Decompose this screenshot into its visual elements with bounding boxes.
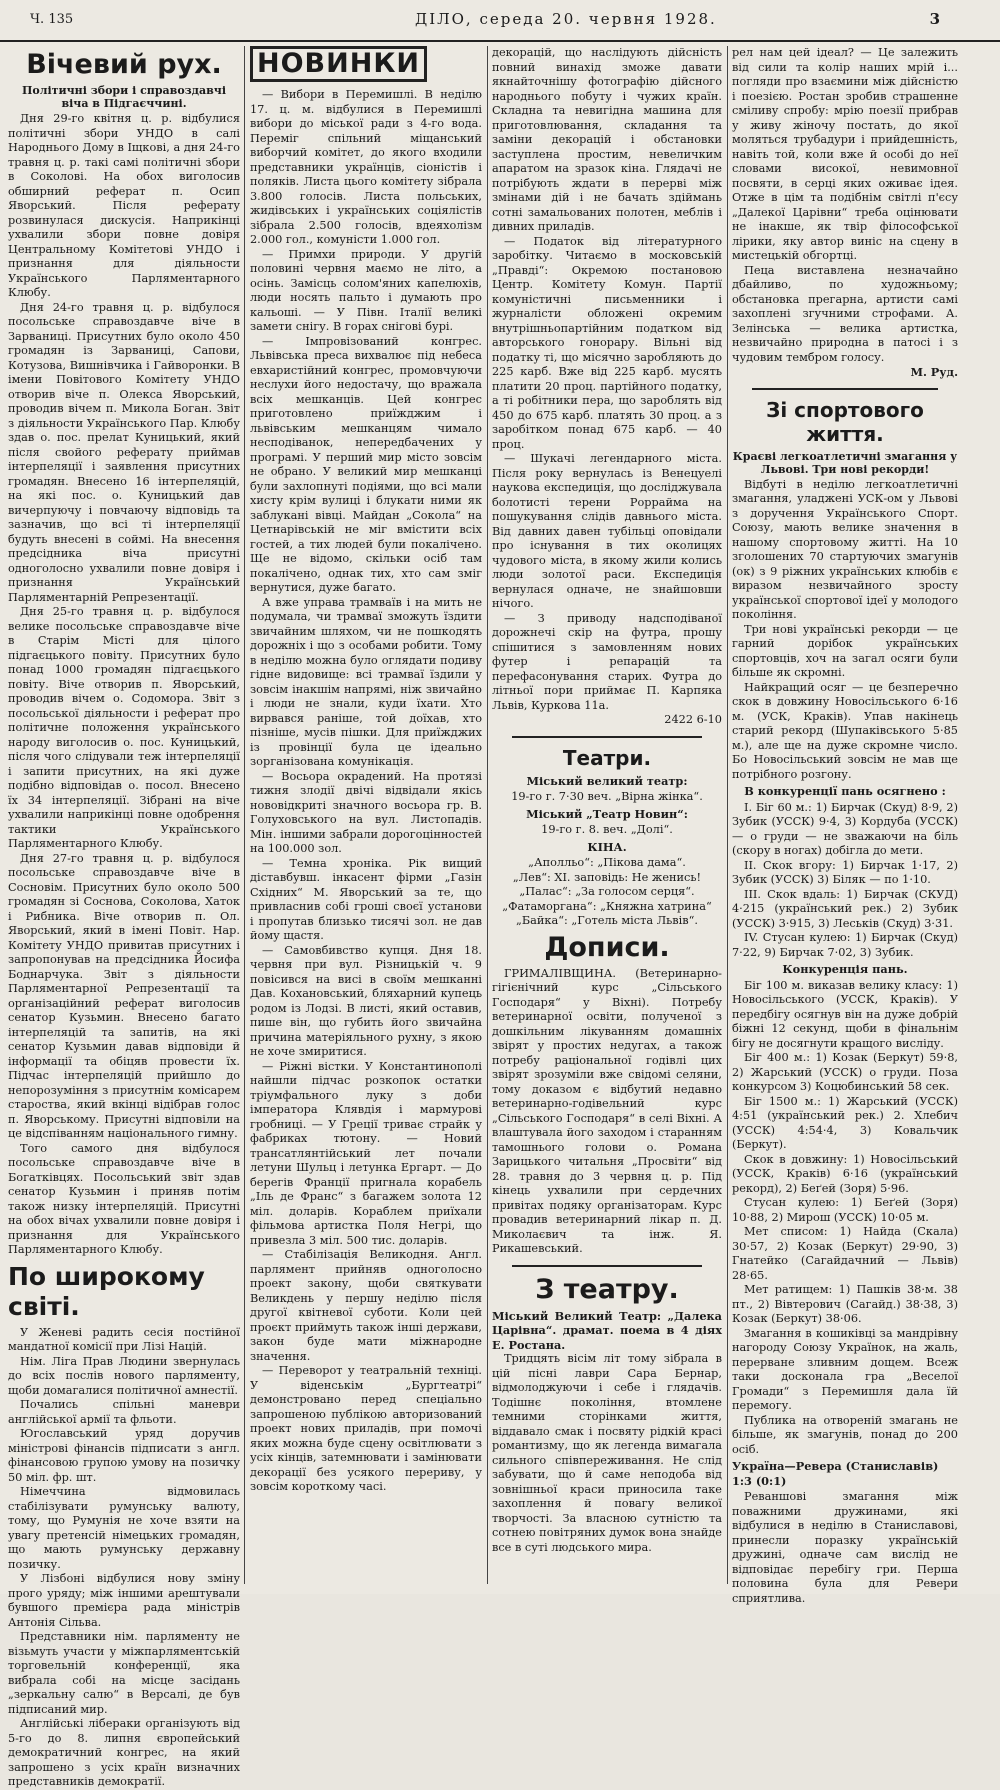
result-line: Мет ратищем: 1) Пашків 38·м. 38 пт., 2) Вівтерович (Сагайд.) 38·38, 3) Козак (Беркут) 38·06. [732,1283,958,1325]
news-item: А вже управа трамваїв і на мить не подумала, чи трамваї зможуть їздити звичайним шляхом, чи не пошкодять дорожніх і що з особами робити. Тому в неділю можна було оглядати подиву гідне видовище: всі трамваї їздили у зовсім інакшім напрямі, ніж звичайно і люди не знали, куди їхати. Хто вирвався раніше, той доїхав, хто пізніше, мусів пішки. Для приїжджих із провінції була це ідеально зорганізована комунікація. [250,595,482,768]
news-item: — Стабілізація Великодня. Англ. парлямент прийняв одноголосно проект закону, щоби святкувати Великдень у першу неділю після другої квітневої суботи. Коли цей проєкт приймуть також інші держави, закон буде мати міжнародне значення. [250,1248,482,1363]
article-paragraph: Реваншові змагання між поважними дружинами, які відбулися в неділю в Станиславові, принесли поразку українській дружині, одначе сам вислід не відповідає перебігу гри. Перша половина була для Ревери сприятлива. [732,1490,958,1605]
news-item: — Восьора окрадений. На протязі тижня злодії двічі відвідали якісь нововідкриті значного восьора гр. В. Голуховського на вул. Листопадів. Мін. іншими забрали дорогоцінностей на 100.000 зол. [250,769,482,855]
news-item: У Женеві радить сесія постійної мандатної комісії при Лізі Націй. [8,1325,240,1353]
page-number: 3 [929,10,940,28]
column-rule [244,46,245,1584]
article-continuation: декорацій, що наслідують дійсність повний винахід зможе давати якнайточнішу фотографію дійсного народнього побуту і чужих країн. Складна та невигідна машина для приготовлювання, складання та заміни декорацій і обстановки заступлена простим, невеличким апаратом на зразок кіна. Глядачі не потрібують ждати в перерві між змінами дій і не бачать здіймань сотні замальованих полотен, меблів і дивних приладів. [492,46,722,233]
news-item: — Імпровізований конгрес. Львівська преса вихвалює під небеса евхаристійний конгрес, промовчуючи неслухи його недостачу, що вражала всіх мешканців. Цей конгрес приготовлено приїжджим і львівським мешканцям чимало несподіванок, непередбачених у програмі. У перший мир місто зовсім не обрано. У великий мир мешканці були захлопнуті подіями, що всі мали хисту крім вулиці і блукати ними як заблукані вівці. Майдан „Сокола“ на Цетнарівській не міг вмістити всіх гостей, а тих людей були покалічено. Ще не відомо, скільки осіб там покалічено, однак тих, хто сам зміг вернутися, дуже багато. [250,334,482,594]
issue-number: Ч. 135 [30,12,74,27]
article-paragraph: Дня 27-го травня ц. р. відбулося посольське справоздавче віче в Сосновім. Присутних було около 500 громадян зі Соснова, Соколова, Хаток і Рибника. Віче отворив п. Ол. Яворський, який в імені Повіт. Нар. Комітету УНДО привитав присутних і запропонував на предсідника Йосифа Боднарчука. Звіт з діяльности Парляментарної Репрезентації та організаційний реферат виголосив сенатор Кузьмин. Внесено багато інтерпеляцій та запитів, на які сенатор Кузьмин давав відповіди й інформації та обіцяв провести їх. Підчас інтерпеляцій прийшло до непорозуміння з присутнім комісарем староства, який вкінці відібрав голос п. Яворському. Присутні відповіли на це відспіванням національного гимну. [8,851,240,1140]
article-paragraph: Дня 24-го травня ц. р. відбулося посольське справоздавче віче в Зарваниці. Присутних було около 450 громадян із Зарваниці, Сапови, Котузова, Вишнівчика і Гайворонки. В імени Повітового Комітету УНДО отворив віче п. Олекса Яворський, проводив вічем п. Микола Боган. Звіт з діяльности Українського Пар. Клюбу здав о. пос. прелат Куницький, який після свойого реферату приймав інтерпеляції і заявлення присутних громадян. Внесено 16 інтерпеляцій, на які пос. о. Куницький дав вичерпуючу і повчаючу відповідь та зазначив, що всі ті інтерпеляції будуть внесені в соймі. На внесення предсідника віча присутні одноголосно ухвалили повне довіря і признання Український Парляментарній Репрезентації. [8,300,240,604]
news-item: — Самовбивство купця. Дня 18. червня при вул. Різницькій ч. 9 повісився на висі в своїм мешканні Дав. Кохановський, бляхарний купець родом із Лодзі. В листі, який оставив, пише він, що губить його звичайна причина матеріяльного рухну, з якою не хоче змиритися. [250,943,482,1058]
section-title-sport: Зі спортового життя. [766,397,924,446]
divider [512,1265,702,1267]
column-3 [492,46,722,1586]
result-line: Скок в довжину: 1) Новосільський (УССК, Краків) 6·16 (український рекорд), 2) Беґей (Зоря) 5·96. [732,1152,958,1195]
cinema-listing: „Фатаморгана“: „Княжна хатрина“ [502,899,712,913]
column-rule [487,46,488,1584]
news-item: У Лізбоні відбулися нову зміну прого уряду; між іншими арештували бувшого премієра рада міністрів Антонія Сільва. [8,1572,240,1629]
review-subtitle: Міський Великий Театр: „Далека Царівна“. драмат. поема в 4 діях Е. Ростана. [492,1308,722,1352]
masthead [0,0,1000,42]
news-item: Почались спільні маневри англійської армії та фльоти. [8,1398,240,1426]
result-line: Мет списом: 1) Найда (Скала) 30·57, 2) Козак (Беркут) 29·90, 3) Гнатейко (Сагайдачний — Львів) 28·65. [732,1225,958,1282]
news-item: — Темна хроніка. Рік вищий діставбувш. інкасент фірми „Газін Східних“ М. Яворський за те, що привласнив собі гроші своєї установи і пропутав близько тисячі зол. не дав йому щастя. [250,856,482,942]
section-title-teatry: Театри. [562,745,652,770]
column-rule [727,46,728,1584]
cinema-listing: „Лев“: XI. заповідь: Не женись! [512,870,702,884]
result-line: ІІ. Скок вгору: 1) Бирчак 1·17, 2) Зубик (УССК) 3) Біляк — по 1·10. [732,858,958,886]
result-line: IV. Стусан кулею: 1) Бирчак (Скуд) 7·22, 9) Бирчак 7·02, 3) Зубик. [732,931,958,959]
result-line: І. Біг 60 м.: 1) Бирчак (Скуд) 8·9, 2) Зубик (УССК) 9·4, 3) Кордуба (УССК) — о груди — не зважаючи на біль (скору в ногах) добігла до мети. [732,800,958,857]
cinema-listing: „Аполльо“: „Пікова дама“. [528,856,686,869]
article-paragraph: Відбуті в неділю легкоатлетичні змагання, уладжені УСК-ом у Львові з доручення Українського Спорт. Союзу, мають велике значення в нашому спортовому житті. На 10 зголошених 70 стартуючих змагунів (ок) з 9 ріжних українських клюбів є виразом незвичайного зросту української спортової ідеї у молодого покоління. [732,477,958,621]
news-item: Англійські лібераки організують від 5-го до 8. липня європейський демократичний конгрес, на який запрошено з усіх країн визначних представників демократії. [8,1717,240,1788]
news-item: — Шукачі легендарного міста. Після року вернулась із Венецуелі наукова експедиція, що досліджувала болотисті терени Роррайма на пошукування слідів давнього міста. Від давних давен тубільці оповідали про існування в тих околицях чудового міста, в якому жили колись люди золотої раси. Експедиція вернулася одначе, не знайшовши нічого. [492,452,722,610]
column-2 [250,46,482,1586]
news-item: — Вибори в Перемишлі. В неділю 17. ц. м. відбулися в Перемишлі вибори до міської ради з 4-го вода. Переміг спільний міщанський виборчий комітет, до якого входили представники українців, сіоністів і поляків. Листа цього комітету зібрала 3.800 голосів. Листа польських, жидівських і українських соціялістів зібрала 2.500 голосів, вдеяхолізм 2.000 гол., комуністи 1.000 гол. [250,88,482,246]
news-item: — Переворот у театральній техніці. У віденськім „Бургтеатрі“ демонстровано перед спеціально запрошеною публікою авторизований проект нових приладів, при помочі яких можна буде сцену освітлювати з усіх кінців, затемнювати і замінювати декорації без усякого перериву, у зовсім короткому часі. [250,1364,482,1493]
result-line: Біг 1500 м.: 1) Жарський (УССК) 4:51 (український рек.) 2. Хлебич (УССК) 4:54·4, 3) Ковальчик (Беркут). [732,1094,958,1151]
news-item: — Ріжні вістки. У Константинополі найшли підчас розкопок остатки тріумфального луку з доби імператора Клявдія і мармурові гробниці. — У Греції триває страйк у фабриках тютону. — Новий трансатлянтійський лет почали летуни Шульц і летунка Ергарт. — До берегів Франції пригнала корабель „Іль де Франс“ з багажем золота 12 міл. доларів. Кораблем приїхали фільмова артистка Поля Негрі, що привезла 3 міл. 500 тис. доларів. [250,1059,482,1247]
section-title-novynky: НОВИНКИ [250,46,427,82]
news-item: Югославський уряд доручив міністрові фінансів підписати з англ. фінансовою групою умову на позичку 50 міл. фр. шт. [8,1427,240,1484]
column-4 [732,46,958,1605]
result-line: Біг 100 м. виказав велику класу: 1) Новосільського (УССК, Краків). У передбігу осягнув він на дуже добрій біжні 12 секунд, щоби в фінальнім бігу не досягнути кращого висліду. [732,978,958,1050]
cinema-heading: КІНА. [587,839,627,854]
theatre-show: 19-го г. 8. веч. „Долі“. [541,823,673,836]
result-line: Біг 400 м.: 1) Козак (Беркут) 59·8, 2) Жарський (УССК) о груди. Поза конкурсом 3) Коцюбинський 58 сек. [732,1051,958,1093]
news-item: Нім. Ліга Прав Людини звернулась до всіх послів нового парляменту, щоби домагалися політичної амнестії. [8,1354,240,1397]
results-heading: В конкуренції пань осягнено : [744,784,946,798]
article-paragraph: Публика на отвореній змагань не більше, як змагунів, понад до 200 осіб. [732,1413,958,1456]
article-paragraph: Найкращий осяг — це безперечно скок в довжину Новосільського 6·16 м. (УСК, Краків). Упав накінець старий рекорд (Шупаківського 5·85 м.), але ще на дуже скромне число. Бо Новосільський зовсім не мав ще потрібного розгону. [732,680,958,781]
match-result: Україна—Ревера (Станиславів) 1:3 (0:1) [732,1459,939,1488]
column-1 [8,46,240,1788]
section-subtitle: Краєві легкоатлетичні змагання у Львові. Три нові рекорди! [732,449,958,476]
article-paragraph: ГРИМАЛІВЩИНА. (Ветеринарно-гігієнічний курс „Сільського Господаря“ у Віхні). Потребу ветеринарної освіти, полученої з дошкільним лікуванням домашніх звірят у простих недугах, а також потребу раціональної годівлі цих звірят зрозуміли вже свідомі селяни, тому доказом є відбутий недавно ветеринарно-годівельний курс „Сільського Господаря“ в селі Віхні. А влаштувала його заходом і старанням тамошнього голови о. Романа Зарицького читальня „Просвіти“ від 28. травня до 3 червня ц. р. Під кінець ухвалили при сердечних привітах подяку організаторам. Курс провадив ветеринарний лікар п. Д. Миколаєвич та інж. Я. Рикашевський. [492,966,722,1255]
theatre-name: Міський великий театр: [526,773,688,788]
section-title-dopysy: Дописи. [544,931,670,963]
phone-number: 2422 6-10 [664,713,722,726]
divider [512,736,702,738]
article-continuation: рел нам цей ідеал? — Це залежить від сили та колір наших мрій і... погляди про взаємини між дійсністю і поезією. Ростан зробив страшенне сміливу спробу: мрію поезії прибрав у живу жіночу постать, до якої моляться трубадури і прийдешність, навіть той, коли вже й особі до неї словами високої, невимовної посвяти, в серці яких оживає ідея. Отже в цім та подібнім світлі п'єсу „Далекої Царівни“ треба оцінювати не інакше, як твір філософської лірики, яку автор виніс на сцену в мистецькій обгортці. [732,46,958,262]
theatre-show: 19-го г. 7·30 веч. „Вірна жінка“. [511,790,703,803]
news-item: Німеччина відмовилась стабілізувати румунську валюту, тому, що Румунія не хоче взяти на увагу претенсій німецьких громадян, що мають румунську державну позичку. [8,1485,240,1571]
advertisement: — З приводу надсподіваної дорожнечі скір на футра, прошу спішитися з замовленням нових футер і репарацій та перефасонування старих. Футра до літньої пори приймає П. Карпяка Львів, Куркова 11а. [492,611,722,712]
news-item: Представники нім. парляменту не візьмуть участи у міжпарляментській торговельній конференції, яка вибрала собі на місце засідань „зеркальну салю“ в Версалі, де був підписаний мир. [8,1630,240,1716]
results-heading: Конкуренція пань. [782,962,908,976]
section-title-viche: Вічевий рух. [26,49,222,80]
theatre-name: Міський „Театр Новин“: [526,806,688,821]
news-item: — Податок від літературного заробітку. Читаємо в московській „Правді“: Окремою постановою Центр. Комітету Комун. Партії комуністичні письменники і журналісти обложені окремим внутрішньопартійним податком від авторського гонорару. Вільні від податку ті, що місячно заробляють до 225 карб. Вже від 225 карб. мусять платити 20 проц. партійного податку, а ті робітники пера, що зароблять від 450 до 675 карб. платять 30 проц. а з заробітком понад 675 карб. — 40 проц. [492,234,722,451]
cinema-listing: „Палас“: „За голосом серця“. [519,885,695,898]
article-paragraph: Дня 25-го травня ц. р. відбулося велике посольське справоздавче віче в Старім Місті для цілого підгаєцького повіту. Присутних було понад 1000 громадян підгаєцького повіту. Віче отворив п. Яворський, проводив вічем о. Содомора. Звіт з посольської діяльности і реферат про політичне положення українського народу виголосив о. пос. Куницький, після чого слідували теж інтерпеляції і запити присутних, на які дуже подібно відповідав о. посол. Внесено їх 34 інтерпеляції. Зібрані на віче ухвалили наприкінці повне одобрення тактики Українського Парляментарного Клюбу. [8,605,240,850]
divider [752,388,938,390]
section-subtitle: Політичні збори і справоздавчі віча в Підгаєччині. [21,84,227,110]
article-paragraph: Три нові українські рекорди — це гарний дорібок українських спортовців, хоч на загал осяги були більше як скромні. [732,622,958,679]
news-item: — Примхи природи. У другій половині червня маємо не літо, а осінь. Замісць солом'яних капелюхів, люди носять пальто і думають про кальоші. — У Півн. Італії великі замети снігу. В горах снігові бурі. [250,247,482,333]
result-line: ІІІ. Скок вдаль: 1) Бирчак (СКУД) 4·215 (український рек.) 2) Зубик (УССК) 3·915, 3) Леськів (Скуд) 3·31. [732,887,958,930]
masthead-title: ДІЛО, середа 20. червня 1928. [415,10,717,28]
section-title-world: По широкому світі. [8,1261,205,1321]
result-line: Стусан кулею: 1) Беґей (Зоря) 10·88, 2) Мирош (УССК) 10·05 м. [732,1196,958,1224]
article-paragraph: Того самого дня відбулося посольське справоздавче віче в Богатківцях. Посольський звіт здав сенатор Кузьмин і приняв потім також низку інтерпеляцій. Присутні на обох вічах ухвалили повне довіря і признання для Українського Парляментарного Клюбу. [8,1141,240,1256]
section-title-z-teatru: З театру. [535,1273,679,1305]
author-signature: М. Руд. [910,365,958,379]
article-paragraph: Дня 29-го квітня ц. р. відбулися політичні збори УНДО в салі Народнього Дому в Іщкові, а дня 24-го травня ц. р. такі самі політичні збори в Соколові. На обох виголосив обширний реферат п. Осип Яворський. Після реферату розвинулася дискусія. Наприкінці ухвалили збори повне довіря Центральному Комітетові УНДО і признання для діяльности Українського Парляментарного Клюбу. [8,112,240,299]
cinema-listing: „Байка“: „Готель містa Львів“. [516,914,698,927]
article-paragraph: Пеца виставлена незначайно дбайливо, по художньому; обстановка прегарна, артисти самі захоплені згучними строфами. А. Зелінська — велика артистка, незвичайно природна в патосі і з чудовим тембром голосу. [732,263,958,364]
article-paragraph: Змагання в кошиківці за мандрівну нагороду Союзу Українок, на жаль, перерване зливним дощем. Всеж таки досконала гра „Веселої Громади“ з Перемишля дала їй перемогу. [732,1326,958,1412]
article-paragraph: Тридцять вісім літ тому зібрала в цій пісні лаври Сара Бернар, відмолоджуючи і себе і глядачів. Тодішнє покоління, втомлене темними сторінками життя, віддавало смак і посвяту рідкій красі романтизму, що як легенда вимагала сильного співпереживання. Не слід забувати, що й саме неподоба від зовнішньої краси приносила таке захоплення й повагу великої творчості. За власною сутністю та сотнею повітряних думок вона знайде все в суті людського мира. [492,1352,722,1554]
